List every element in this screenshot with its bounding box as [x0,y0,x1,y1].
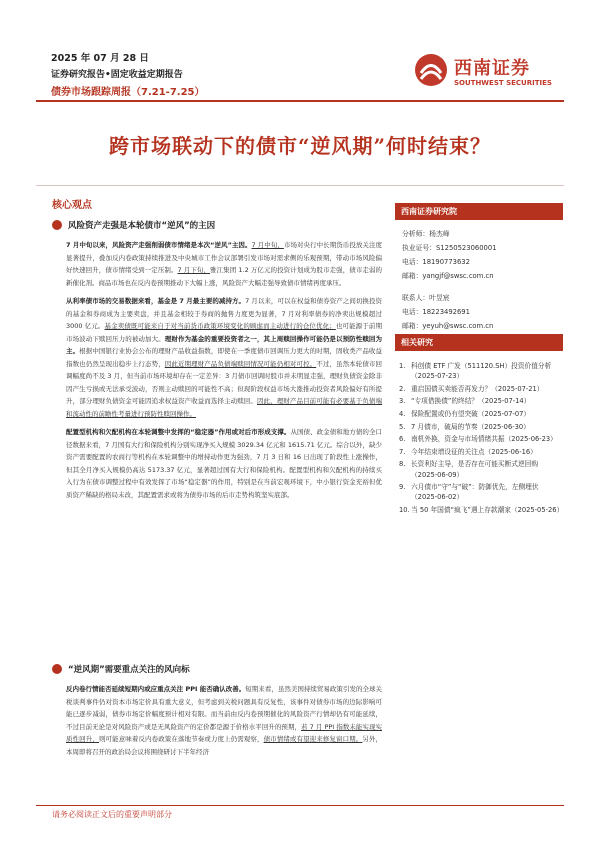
list-item[interactable]: 8. 长资利好主导，是否存在可能买断式逆回购（2025-06-09） [399,460,539,479]
section-bullet-icon [52,664,62,674]
page-title: 跨市场联动下的债市“逆风期”何时结束？ [108,134,491,158]
list-item[interactable]: 1. 科创债 ETF 广发（511120.SH）投资价值分析（2025-07-23） [399,362,552,381]
contact-name: 联系人：叶昱宸 [402,294,450,302]
report-subtitle: 债券市场跟踪周报（7.21-7.25） [51,87,205,98]
title-divider [36,185,564,186]
research-team-header: 西南证券研究院 [395,203,563,220]
contact-email[interactable]: 邮箱：yeyuh@swsc.com.cn [402,322,494,330]
paragraph: 配置型机构和欠配机构在本轮调整中发挥的“稳定器”作用或对后市形成支撑。从国债、政金债和地方债的全口径数据来看，7 月国有大行和保险机构分别实现净买入规模 3029.34 亿元和 1615.71 亿元。综合以外，缺少资产需要配置的农商行等机构在本轮调整中的增持动作更为强劲，7 月 3 日和 16 日出现了阶段性上涨操作，但其全月净买入规模仍高达 5173.37 亿元，显著超过国有大行和保险机构。配置型机构和欠配机构的持续买入行为在债市调整过程中有效发挥了市场“稳定器”的作用，特别是在当前宏观环境下，中小银行资金充裕但优质资产稀缺的格局未改，其配置需求或将为债券市场的后市走势构筑坚实底部。 [66,428,382,499]
related-research-list [399,361,564,518]
list-item[interactable]: 3. “专项借换债”的终结？（2025-07-14） [399,397,531,406]
list-item[interactable]: 9. 六月债市“守”与“破”：防御优先，左侧埋伏（2025-06-02） [399,483,539,502]
report-date: 2025 年 07 月 28 日 [51,53,149,64]
company-logo [413,52,563,92]
list-item[interactable]: 4. 保险配置或仍有望突破（2025-07-07） [399,409,531,418]
footer-divider [36,805,564,806]
paragraph: 从利率债市场的交易数据来看，基金是 7 月最主要的减持方。7 月以来，可以在权益和债券资产之间切换投资的基金和券商成为主要卖盘，并且基金相较于券商的抛售力度更为显著，7 月对利率债券的净卖出规模超过 3000 亿元。基金卖债既可能来自于对当前货币政策环境变化的顾虑而主动进行的仓位优化；也可能源于前期市场波动下赎回压力的被动加大。理财作为基金的重要投资者之一，其上周赎回操作可能仍是以预防性赎回为主。根据中国银行业协会公布的理财产品收益指数，即使在一季度债市回调压力更大的时期，固收类产品收益指数也仍然呈现出稳步上行态势，因此近期理财产品负债端赎回情况可能仍相对可控。不过，虽然本轮债市回调幅度尚不及 3 月，但当前市场环境却存在一定差异：3 月债市回调时股市并未明显走强，理财负债资金除非因产生亏损或无法承受波动，否则主动赎回的可能性不高；但现阶段权益市场大涨推动投资者风险偏好有所提升，部分理财负债资金可能因追求权益资产收益而选择主动赎回。因此，理财产品目前可能有必要基于负债端和流动性的前瞻性考量进行预防性赎回操作。 [66,297,383,418]
list-item[interactable]: 6. 南机外换，资金与市场情绪共振（2025-06-23） [399,435,557,444]
section-2 [52,663,382,767]
analyst-cert: 执业证号：S1250523060001 [402,244,497,252]
paragraph: 反内卷行情能否延续短期内或应重点关注 PPI 能否确认改善。短期来看，虽然美国持续贸易政策引发的全球关税谈判事件仍对资本市场定价具有重大意义，但考虑到关税问题具有反复性，该事件对债券市场的边际影响可能已逐步减弱，债券市场定价幅度预计相对有限。而当前由反内卷预期催化的风险资产行情却仍有可能延续，不过目前无论是对风险资产或是无风险资产的定价都是源于价格水平回升的预期，若 7 月 PPI 指数未能实现实质性回升，则可能意味着反内卷政策在落地节奏或力度上仍需观察，债市情绪或有望迎来修复窗口期。另外，本周即将召开的政治局会议将围绕研讨下半年经济 [66,685,382,756]
list-item[interactable]: 7. 今年结束增设征的关注点（2025-06-16） [399,447,537,456]
core-view-label: 核心观点 [52,200,92,211]
logo-mark-icon [413,52,449,88]
report-series: 证券研究报告•固定收益定期报告 [51,70,183,80]
list-item[interactable]: 5. 7 月债市，破局的节奏（2025-06-30） [399,422,530,431]
list-item[interactable]: 10. 当 50 年国债“疯飞”遇上存款潮家（2025-05-26） [399,505,564,514]
section-heading: “逆风期”需要重点关注的风向标 [68,665,190,675]
logo-text-en: SOUTHWEST SECURITIES [454,79,552,87]
list-item[interactable]: 2. 重启国债买卖能否再发力？（2025-07-21） [399,384,544,393]
paragraph: 7 月中旬以来，风险资产走强削弱债市情绪是本次“逆风”主因。7 月中旬，市场对央行中长期货币投放关注度显著提升，叠加反内卷政策持续推进及中央城市工作会议部署引发市场对需求侧的乐观预期，带动市场风险偏好快速回升，债市情绪受到一定压制。7 月下旬，雅江集团 1.2 万亿元的投资计划成为股市走强，债市走弱的新催化剂。商品市场也在反内卷预期推动下大幅上涨，风险资产大幅走强导致债市情绪再度承压。 [66,241,383,287]
section-heading: 风险资产走强是本轮债市“逆风”的主因 [68,221,216,231]
logo-text-cn: 西南证券 [454,58,530,79]
header-divider [36,100,564,102]
related-research-header: 相关研究 [395,334,563,351]
analyst-phone: 电话：18190773632 [402,258,470,266]
contact-phone: 电话：18223492691 [402,308,470,316]
footer-disclaimer: 请务必阅读正文后的重要声明部分 [52,810,172,819]
analyst-name: 分析师：杨杰峰 [402,230,450,238]
section-1 [52,219,382,501]
analyst-email[interactable]: 邮箱：yangjf@swsc.com.cn [402,272,494,280]
section-bullet-icon [52,220,62,230]
